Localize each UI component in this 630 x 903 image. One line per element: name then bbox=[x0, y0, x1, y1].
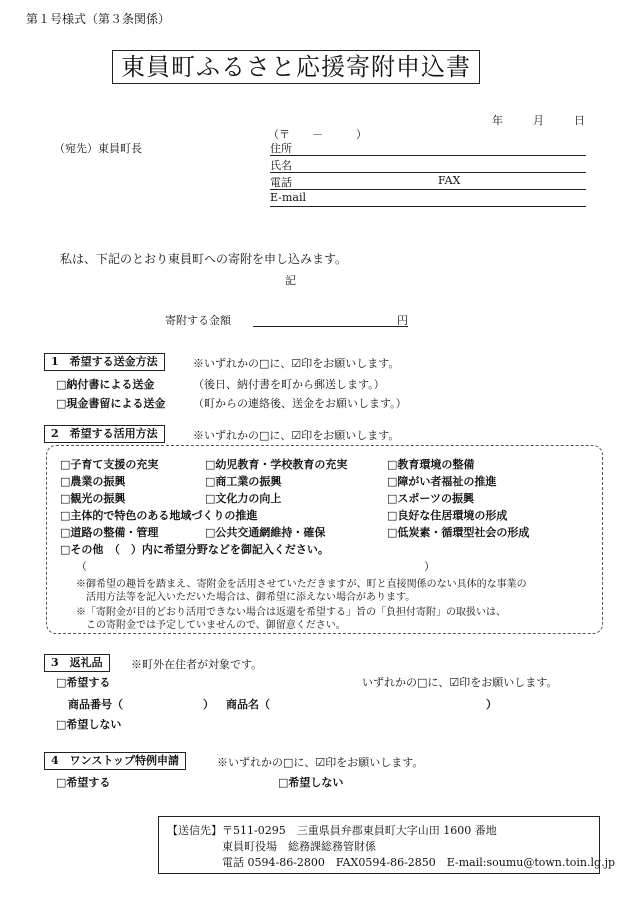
postal-code-field[interactable]: （〒 － ） bbox=[268, 128, 367, 141]
amount-unit: 円 bbox=[397, 314, 408, 327]
usage-note2-line1: ※「寄附金が目的どおり活用できない場合は返還を希望する」旨の「負担付寄附」の取扱いは、 bbox=[76, 607, 506, 618]
name-field[interactable] bbox=[270, 157, 586, 173]
option-nofusho[interactable]: □納付書による送金 bbox=[56, 378, 155, 391]
phone-field[interactable] bbox=[270, 174, 586, 190]
email-field[interactable] bbox=[270, 191, 586, 207]
date-day: 日 bbox=[574, 114, 585, 127]
usage-doro[interactable]: □道路の整備・管理 bbox=[60, 526, 159, 539]
form-number: 第１号様式（第３条関係） bbox=[26, 12, 171, 26]
usage-kyoiku-kankyo[interactable]: □教育環境の整備 bbox=[387, 458, 475, 471]
date-month: 月 bbox=[533, 114, 544, 127]
section3-title: 3 返礼品 bbox=[44, 654, 110, 672]
address-label: 住所 bbox=[270, 142, 292, 155]
usage-teitanso[interactable]: □低炭素・循環型社会の形成 bbox=[387, 526, 530, 539]
option-nofusho-desc: （後日、納付書を町から郵送します。） bbox=[193, 378, 385, 391]
send-to-dept: 東員町役場 総務課総務管財係 bbox=[222, 840, 376, 853]
amount-label: 寄附する金額 bbox=[165, 314, 231, 327]
usage-kotsu[interactable]: □公共交通網維持・確保 bbox=[205, 526, 326, 539]
gift-no-hope[interactable]: □希望しない bbox=[56, 718, 122, 731]
other-close-paren: ） bbox=[424, 560, 435, 573]
section3-note: ※町外在住者が対象です。 bbox=[131, 658, 263, 671]
name-label: 氏名 bbox=[270, 159, 292, 172]
usage-other[interactable]: □その他 （ ）内に希望分野などを御記入ください。 bbox=[60, 543, 329, 556]
ki-mark: 記 bbox=[285, 274, 296, 287]
section1-note: ※いずれかの□に、☑印をお願いします。 bbox=[193, 357, 400, 370]
product-name-label: 商品名（ bbox=[226, 698, 270, 711]
section1-title: 1 希望する送金方法 bbox=[44, 353, 165, 371]
section2-note: ※いずれかの□に、☑印をお願いします。 bbox=[193, 429, 400, 442]
gift-hope[interactable]: □希望する bbox=[56, 676, 111, 689]
intro-text: 私は、下記のとおり東員町への寄附を申し込みます。 bbox=[60, 252, 348, 266]
usage-note1-line2: 活用方法等を記入いただいた場合は、御希望に添えない場合があります。 bbox=[86, 592, 416, 603]
usage-bunka[interactable]: □文化力の向上 bbox=[205, 492, 282, 505]
usage-chiiki[interactable]: □主体的で特色のある地域づくりの推進 bbox=[60, 509, 258, 522]
page-title: 東員町ふるさと応援寄附申込書 bbox=[112, 50, 480, 84]
product-no-close: ） bbox=[203, 698, 214, 711]
option-genkin[interactable]: □現金書留による送金 bbox=[56, 397, 166, 410]
usage-note2-line2: この寄附金では予定していませんので、御留意ください。 bbox=[86, 620, 346, 631]
usage-shokogyo[interactable]: □商工業の振興 bbox=[205, 475, 282, 488]
onestop-hope[interactable]: □希望する bbox=[56, 776, 111, 789]
fax-label: FAX bbox=[438, 174, 461, 187]
gift-right-note: いずれかの□に、☑印をお願いします。 bbox=[362, 676, 558, 689]
send-to-box bbox=[158, 816, 616, 874]
send-to-contact: 電話 0594-86-2800 FAX0594-86-2850 E-mail:soumu@town.toin.lg.jp bbox=[222, 856, 616, 869]
usage-shogaisha[interactable]: □障がい者福祉の推進 bbox=[387, 475, 497, 488]
addressee: （宛先）東員町長 bbox=[54, 142, 142, 155]
usage-sports[interactable]: □スポーツの振興 bbox=[387, 492, 474, 505]
send-to-label: 【送信先】 bbox=[167, 824, 222, 837]
other-open-paren: （ bbox=[76, 560, 87, 573]
section4-title: 4 ワンストップ特例申請 bbox=[44, 752, 186, 770]
send-to-address: 〒511-0295 三重県員弁郡東員町大字山田 1600 番地 bbox=[222, 824, 497, 837]
usage-kosodate[interactable]: □子育て支援の充実 bbox=[60, 458, 159, 471]
amount-field[interactable] bbox=[253, 312, 408, 327]
product-no-label: 商品番号（ bbox=[68, 698, 123, 711]
usage-nogyo[interactable]: □農業の振興 bbox=[60, 475, 126, 488]
usage-kanko[interactable]: □観光の振興 bbox=[60, 492, 126, 505]
onestop-no-hope[interactable]: □希望しない bbox=[278, 776, 344, 789]
usage-yoji-kyoiku[interactable]: □幼児教育・学校教育の充実 bbox=[205, 458, 348, 471]
section2-title: 2 希望する活用方法 bbox=[44, 425, 165, 443]
section4-note: ※いずれかの□に、☑印をお願いします。 bbox=[217, 756, 424, 769]
address-field[interactable] bbox=[270, 140, 586, 156]
phone-label: 電話 bbox=[270, 176, 292, 189]
email-label: E-mail bbox=[270, 191, 306, 204]
date-year: 年 bbox=[492, 114, 503, 127]
product-name-close: ） bbox=[486, 698, 497, 711]
usage-jukyo[interactable]: □良好な住居環境の形成 bbox=[387, 509, 508, 522]
usage-note1-line1: ※御希望の趣旨を踏まえ、寄附金を活用させていただきますが、町と直接関係のない具体的な事業の bbox=[76, 579, 527, 590]
option-genkin-desc: （町からの連絡後、送金をお願いします。） bbox=[193, 397, 407, 410]
